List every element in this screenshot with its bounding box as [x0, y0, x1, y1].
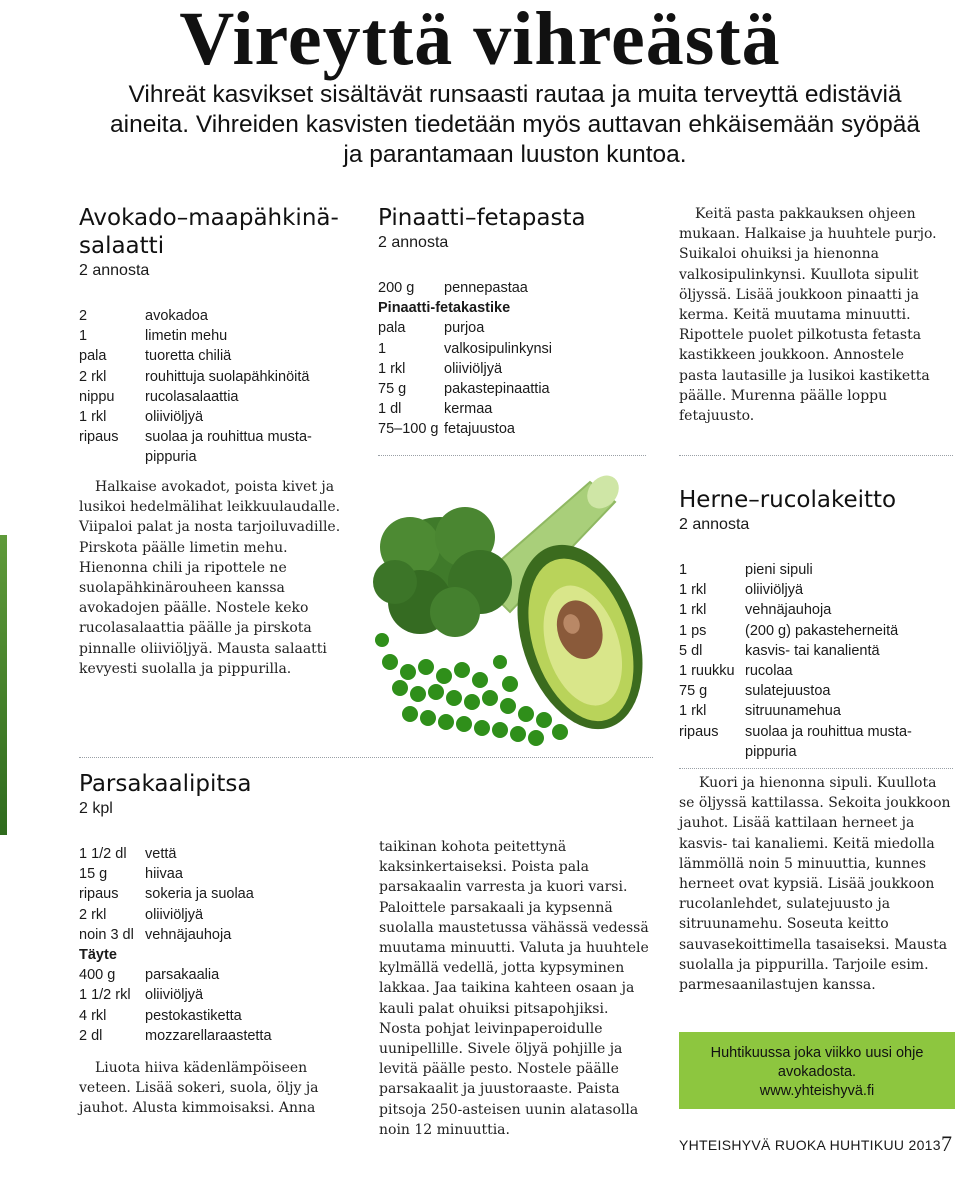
ingredient-row [79, 427, 349, 447]
ingredient-row [679, 560, 949, 580]
ingredient-name [117, 945, 359, 965]
servings: 2 annosta [679, 516, 750, 533]
ingredient-name: parsakaalia [145, 967, 220, 984]
ingredient-quantity: 75 g [378, 381, 407, 398]
ingredient-quantity: 2 rkl [79, 906, 107, 923]
recipe-pea-rucola-soup [679, 486, 949, 762]
ingredient-row [79, 1006, 359, 1026]
ingredient-row [79, 844, 359, 864]
ingredient-quantity: 1 rkl [679, 582, 707, 599]
recipe-broccoli-pizza [79, 770, 359, 1046]
ingredient-quantity: pala [378, 320, 406, 337]
ingredient-row [378, 359, 638, 379]
ingredient-row [79, 945, 359, 965]
servings: 2 annosta [378, 234, 449, 251]
leaf-edge-decoration [0, 535, 7, 835]
ingredient-name: oliiviöljyä [145, 906, 204, 923]
ingredient-name: vehnäjauhoja [745, 602, 832, 619]
ingredient-row [378, 278, 638, 298]
ingredient-list [378, 278, 638, 440]
ingredient-quantity: noin 3 dl [79, 926, 134, 943]
ingredient-row [679, 722, 949, 742]
recipe-title: Avokado–maapähkinä- salaatti [79, 205, 339, 259]
ingredient-quantity: nippu [79, 388, 115, 405]
ingredient-row [79, 346, 349, 366]
ingredient-quantity: 1 [378, 340, 387, 357]
promo-text-line1: Huhtikuussa joka viikko uusi ohje [710, 1045, 924, 1061]
servings: 2 annosta [79, 262, 150, 279]
ingredient-name: avokadoa [145, 308, 208, 324]
recipe-title: Herne–rucolakeitto [679, 487, 897, 513]
ingredient-quantity: 1 rkl [378, 360, 406, 377]
ingredient-name: fetajuustoa [444, 421, 515, 438]
ingredient-quantity: 2 rkl [79, 368, 107, 385]
ingredient-row [378, 379, 638, 399]
ingredient-quantity: pala [79, 348, 107, 365]
ingredient-row [79, 925, 359, 945]
ingredient-row [79, 864, 359, 884]
ingredient-name: oliiviöljyä [444, 360, 503, 377]
promo-text-line2: avokadosta. [777, 1064, 857, 1080]
promo-link[interactable]: www.yhteishyvä.fi [759, 1083, 875, 1099]
ingredient-name: limetin mehu [145, 328, 228, 345]
ingredient-quantity: ripaus [679, 723, 719, 740]
servings: 2 kpl [79, 800, 113, 817]
ingredient-list [79, 306, 349, 468]
ingredient-name [510, 298, 638, 318]
ingredient-name: rouhittuja suolapähkinöitä [145, 368, 310, 385]
ingredient-name: oliiviöljyä [145, 987, 204, 1004]
ingredient-row [679, 661, 949, 681]
ingredient-row [679, 701, 949, 721]
ingredient-row [679, 641, 949, 661]
ingredient-row [79, 367, 349, 387]
ingredient-quantity: 4 rkl [79, 1007, 107, 1024]
ingredient-quantity: 1 ps [679, 622, 707, 639]
ingredient-name: rucolasalaattia [145, 388, 239, 405]
ingredient-row [79, 965, 359, 985]
ingredient-name: rucolaa [745, 663, 793, 680]
ingredient-quantity: 2 [79, 308, 88, 324]
ingredient-list [79, 844, 359, 1046]
ingredient-quantity: ripaus [79, 886, 119, 903]
ingredient-quantity: 15 g [79, 866, 108, 883]
ingredient-quantity: 2 dl [79, 1027, 103, 1044]
ingredient-name: suolaa ja rouhittua musta- [145, 429, 312, 446]
ingredient-name: valkosipulinkynsi [444, 340, 552, 357]
divider [378, 455, 646, 456]
ingredient-name: (200 g) pakasteherneitä [745, 622, 899, 639]
ingredient-quantity [79, 447, 145, 467]
ingredient-name: mozzarellaraastetta [145, 1027, 272, 1044]
lead-paragraph: Vihreät kasvikset sisältävät runsaasti rautaa ja muita terveyttä edistäviä aineita. Vihreiden kasvisten tiedetään myös auttavan ehkäisemään syöpää ja parantamaan luuston kuntoa. [110, 81, 920, 168]
ingredient-name: tuoretta chiliä [145, 348, 232, 365]
promo-box [679, 1032, 955, 1109]
ingredient-name: suolaa ja rouhittua musta- [745, 723, 912, 740]
ingredient-quantity: 1 dl [378, 401, 402, 418]
page-title: Vireyttä vihreästä [179, 0, 781, 81]
ingredient-quantity: Pinaatti-fetakastike [378, 300, 511, 317]
ingredient-quantity: 1 1/2 dl [79, 846, 127, 862]
page-number: 7 [941, 1131, 952, 1156]
ingredient-name: hiivaa [145, 866, 183, 883]
ingredient-quantity: Täyte [79, 947, 117, 964]
ingredient-name: vettä [145, 846, 177, 862]
recipe-avocado-salad [79, 204, 349, 468]
ingredient-row [79, 326, 349, 346]
ingredient-row [79, 985, 359, 1005]
ingredient-row [79, 306, 349, 326]
ingredient-row [79, 905, 359, 925]
recipe-method: Liuota hiiva kädenlämpöiseen veteen. Lisää sokeri, suola, öljy ja jauhot. Alusta kimmoisaksi. Anna [79, 1060, 319, 1117]
recipe-method: Keitä pasta pakkauksen ohjeen mukaan. Halkaise ja huuhtele purjo. Suikaloi ohuiksi ja hienonna valkosipulinkynsi. Kuullota sipulit öljyssä. Lisää joukkoon pinaatti ja kerma. Keitä muutama minuutti. Ripottele puolet pilkotusta fetasta kastikkeen joukkoon. Annostele pasta lautasille ja lusikoi kastiketta päälle. Murenna päälle loppu fetajuusto. [679, 206, 937, 425]
footer-magazine: YHTEISHYVÄ RUOKA HUHTIKUU 2013 [679, 1137, 941, 1153]
broccoli-head [373, 507, 512, 637]
ingredient-name: pennepastaa [444, 280, 528, 296]
divider [679, 768, 953, 769]
ingredient-row [378, 298, 638, 318]
recipe-method: Kuori ja hienonna sipuli. Kuullota se öljyssä kattilassa. Sekoita joukkoon jauhot. Lisää kattilaan herneet ja kasvis- tai kanaliemi. Keitä miedolla lämmöllä noin 5 minuuttia, kunnes herneet ovat kypsiä. Lisää joukkoon rucolanlehdet, sulatejuusto ja sitruunamehu. Soseuta keitto sauvasekoittimella tasaiseksi. Mausta suolalla ja pippurilla. Tarjoile esim. parmesaanilastujen kanssa. [679, 775, 951, 994]
ingredient-quantity: 400 g [79, 967, 116, 984]
recipe-spinach-feta-pasta [378, 204, 638, 440]
ingredient-row [378, 419, 638, 439]
ingredient-row [79, 1026, 359, 1046]
ingredient-row [679, 600, 949, 620]
ingredient-name: oliiviöljyä [745, 582, 804, 599]
ingredient-name: sokeria ja suolaa [145, 886, 254, 903]
ingredient-row [378, 339, 638, 359]
ingredient-name: kasvis- tai kanalientä [745, 642, 880, 659]
ingredient-row [679, 742, 949, 762]
ingredient-row [79, 387, 349, 407]
ingredient-row [79, 407, 349, 427]
ingredient-name: pieni sipuli [745, 562, 813, 578]
ingredient-quantity: 1 [79, 328, 88, 345]
ingredient-row [679, 580, 949, 600]
ingredient-name: sitruunamehua [745, 703, 841, 720]
ingredient-quantity: 1 rkl [679, 602, 707, 619]
ingredient-name: pakastepinaattia [444, 381, 550, 398]
ingredient-row [79, 884, 359, 904]
ingredient-quantity: ripaus [79, 429, 119, 446]
ingredient-name: oliiviöljyä [145, 409, 204, 426]
recipe-method-continued: taikinan kohota peitettynä kaksinkertaiseksi. Poista pala parsakaalin varresta ja kuori varsi. Paloittele parsakaali ja kypsennä suolalla maustetussa vähässä vedessä muutama minuutti. Valuta ja huuhtele kylmällä vedellä, jotta kypsyminen lakkaa. Jaa taikina kahteen osaan ja kauli palat ohuiksi pitsapohjiksi. Nosta pohjat leivinpaperoidulle uunipellille. Sivele öljyä pohjille ja levitä päälle pesto. Nostele päälle parsakaalit ja juustoraaste. Paista pitsoja 250-asteisen uunin alatasolla noin 12 minuuttia. [379, 839, 649, 1138]
ingredient-name: sulatejuustoa [745, 683, 831, 700]
ingredient-name: pestokastiketta [145, 1007, 242, 1024]
ingredient-quantity: 1 rkl [679, 703, 707, 720]
ingredient-quantity: 200 g [378, 280, 415, 296]
recipe-title: Parsakaalipitsa [79, 771, 252, 797]
ingredient-quantity: 1 1/2 rkl [79, 987, 131, 1004]
ingredient-quantity: 1 ruukku [679, 663, 735, 680]
ingredient-name: vehnäjauhoja [145, 926, 232, 943]
recipe-title: Pinaatti–fetapasta [378, 205, 586, 231]
recipe-method: Halkaise avokadot, poista kivet ja lusikoi hedelmälihat leikkuulaudalle. Viipaloi palat ja nosta tarjoiluvadille. Pirskota päälle limetin mehu. Hienonna chili ja ripottele ne suolapähkinärouheen kanssa avokadojen päälle. Nostele keko rucolasalaattia päälle ja pirskota pinnalle oliiviöljyä. Mausta salaatti kevyesti suolalla ja pippurilla. [79, 479, 341, 677]
vegetables-photo [360, 462, 660, 752]
ingredient-list [679, 560, 949, 762]
ingredient-quantity: 75–100 g [378, 421, 439, 438]
ingredient-row [679, 621, 949, 641]
divider [79, 757, 653, 758]
ingredient-quantity: 75 g [679, 683, 708, 700]
ingredient-quantity [679, 742, 745, 762]
ingredient-row [79, 447, 349, 467]
divider [679, 455, 953, 456]
ingredient-row [378, 399, 638, 419]
ingredient-name: pippuria [745, 743, 797, 760]
ingredient-name: purjoa [444, 320, 485, 337]
ingredient-quantity: 5 dl [679, 642, 703, 659]
ingredient-name: pippuria [145, 449, 197, 466]
ingredient-name: kermaa [444, 401, 493, 418]
ingredient-row [679, 681, 949, 701]
ingredient-quantity: 1 rkl [79, 409, 107, 426]
ingredient-quantity: 1 [679, 562, 688, 578]
ingredient-row [378, 318, 638, 338]
